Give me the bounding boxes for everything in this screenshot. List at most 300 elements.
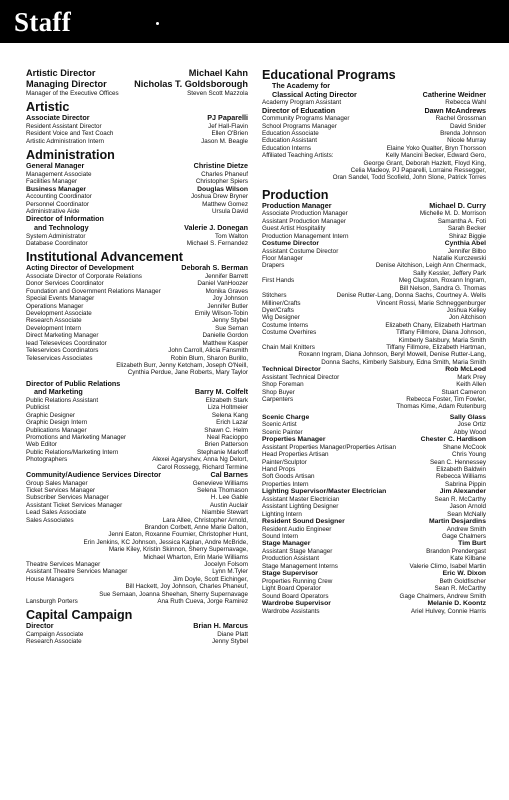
staff-name: Charles Phaneuf bbox=[201, 170, 248, 178]
staff-name: Niambie Stewart bbox=[201, 509, 248, 517]
staff-row bbox=[262, 137, 486, 144]
staff-row bbox=[26, 340, 248, 347]
staff-name: Nicholas T. Goldsborough bbox=[134, 79, 248, 89]
staff-role: First Hands bbox=[262, 277, 295, 285]
staff-role: Subscriber Services Manager bbox=[26, 494, 109, 502]
staff-role: Costume Overhires bbox=[262, 329, 317, 337]
staff-name: Jenny Stybel bbox=[211, 638, 248, 646]
staff-row bbox=[262, 322, 486, 329]
staff-row bbox=[262, 563, 486, 570]
staff-role: Community/Audience Services Director bbox=[26, 469, 162, 479]
staff-role: Director of Education bbox=[262, 105, 336, 115]
staff-name: Jose Ortiz bbox=[457, 421, 486, 429]
staff-role: Assistant Ticket Services Manager bbox=[26, 501, 123, 509]
staff-role: and Marketing bbox=[34, 387, 83, 397]
staff-row bbox=[262, 389, 486, 396]
staff-role: Research Associate bbox=[26, 638, 82, 646]
staff-role: Resident Sound Designer bbox=[262, 518, 345, 526]
staff-row bbox=[262, 152, 486, 159]
staff-role: Shop Buyer bbox=[262, 388, 295, 396]
staff-role: Operations Manager bbox=[26, 302, 84, 310]
staff-name: Chester C. Hardison bbox=[420, 436, 486, 444]
staff-role: Production Manager bbox=[262, 200, 332, 210]
staff-name: Lynn M.Tyler bbox=[212, 568, 248, 576]
staff-name: Elizabeth Stark bbox=[205, 396, 248, 404]
staff-name: Sean McNally bbox=[447, 510, 486, 518]
staff-name: Joshua Kelley bbox=[446, 306, 486, 314]
staff-role: Publications Manager bbox=[26, 426, 87, 434]
staff-role: System Administrator bbox=[26, 232, 86, 240]
staff-role: Promotions and Marketing Manager bbox=[26, 433, 127, 441]
staff-name: Jocelyn Folsom bbox=[204, 561, 248, 569]
staff-role: Acting Director of Development bbox=[26, 263, 134, 273]
staff-name: Rebecca Williams bbox=[435, 473, 486, 481]
staff-row bbox=[262, 262, 486, 269]
staff-role: Classical Acting Director bbox=[272, 89, 357, 99]
staff-row bbox=[26, 332, 248, 339]
staff-role: Special Events Manager bbox=[26, 295, 95, 303]
section-title: Institutional Advancement bbox=[26, 250, 183, 265]
staff-row bbox=[26, 598, 248, 605]
staff-heading bbox=[262, 107, 486, 116]
staff-role: Production Assistant bbox=[262, 555, 320, 563]
staff-name: Cynthia Abel bbox=[444, 240, 486, 248]
staff-role: Resident Assistant Director bbox=[26, 123, 102, 130]
staff-name: Ursula David bbox=[211, 208, 248, 216]
staff-role: Teleservices Coordinators bbox=[26, 347, 99, 355]
staff-row bbox=[262, 421, 486, 428]
staff-role: Resident Voice and Text Coach bbox=[26, 130, 114, 138]
staff-name: Sally Glass bbox=[449, 413, 486, 421]
staff-row bbox=[262, 277, 486, 284]
staff-role: Development Associate bbox=[26, 310, 92, 318]
staff-name: Sarah Becker bbox=[447, 225, 486, 233]
staff-continuation: Michael Wharton, Erin Marie Williams bbox=[143, 553, 248, 561]
staff-row bbox=[262, 473, 486, 480]
staff-role: Sound Board Operators bbox=[262, 592, 329, 600]
staff-name: Denise Rutter-Lang, Donna Sachs, Courtney A. Wells bbox=[336, 292, 486, 300]
staff-name: Michael D. Curry bbox=[429, 200, 486, 210]
staff-row bbox=[262, 314, 486, 321]
staff-row bbox=[26, 310, 248, 317]
staff-row bbox=[262, 451, 486, 458]
staff-name: Genevieve Williams bbox=[192, 479, 248, 487]
staff-role: Painter/Sculptor bbox=[262, 458, 307, 466]
staff-name: Ellen O'Brien bbox=[211, 130, 248, 138]
staff-row bbox=[262, 526, 486, 533]
staff-name: Danielle Gordon bbox=[202, 332, 248, 340]
staff-role: Facilities Manager bbox=[26, 178, 78, 186]
staff-heading bbox=[26, 68, 248, 79]
staff-name: Jef Hall-Flavin bbox=[208, 123, 248, 130]
staff-name: Matthew Gomez bbox=[202, 200, 248, 208]
staff-name: Michelle M. D. Morrison bbox=[419, 210, 486, 218]
staff-name: Sue Seman bbox=[215, 324, 248, 332]
staff-role: Scenic Painter bbox=[262, 428, 303, 436]
staff-row bbox=[26, 449, 248, 456]
staff-role: Public Relations Assistant bbox=[26, 396, 99, 404]
staff-heading bbox=[26, 388, 248, 397]
staff-role: Assistant Theatre Services Manager bbox=[26, 568, 128, 576]
staff-name: Jon Aitchison bbox=[448, 314, 486, 322]
staff-row bbox=[26, 90, 248, 97]
staff-role: Artistic Administration Intern bbox=[26, 137, 105, 145]
staff-continuation: Elizabeth Burr, Jenny Ketcham, Joseph O'Neill, bbox=[116, 361, 248, 369]
staff-role: Wardrobe Supervisor bbox=[262, 600, 331, 608]
staff-row bbox=[26, 303, 248, 310]
staff-name: Neal Racioppo bbox=[206, 433, 248, 441]
staff-row bbox=[262, 329, 486, 336]
staff-name: Matthew Kasper bbox=[202, 339, 248, 347]
staff-name: Chris Young bbox=[452, 451, 486, 459]
staff-row bbox=[26, 561, 248, 568]
staff-name: Jason M. Beagle bbox=[201, 137, 248, 145]
staff-continuation: Cynthia Perdue, Jane Roberts, Mary Taylor bbox=[127, 369, 248, 377]
staff-name: Steven Scott Mazzola bbox=[187, 90, 248, 97]
staff-name: Jenny Stybel bbox=[211, 317, 248, 325]
staff-role: Director of Information bbox=[26, 214, 104, 224]
staff-name: Brenda Johnson bbox=[440, 130, 486, 137]
staff-continuation: Bill Nelson, Sandra G. Thomas bbox=[399, 284, 486, 292]
staff-continuation: Jenni Eaton, Roxanne Fournier, Christopher Hunt, bbox=[108, 531, 248, 539]
staff-row bbox=[26, 288, 248, 295]
staff-role: Database Coordinator bbox=[26, 240, 88, 248]
staff-name: Daniel VanHoozer bbox=[197, 280, 248, 288]
staff-subheading bbox=[262, 436, 486, 444]
staff-role: Director of Public Relations bbox=[26, 378, 121, 388]
staff-role: Assistant Properties Manager/Properties Artisan bbox=[262, 443, 397, 451]
staff-name: PJ Paparelli bbox=[207, 113, 248, 123]
staff-row bbox=[262, 496, 486, 503]
staff-name: Abby Wood bbox=[453, 428, 486, 436]
staff-role: Director bbox=[26, 621, 54, 631]
staff-continuation: Marie Kiley, Kristin Skinnon, Sherry Supernavage, bbox=[108, 546, 248, 554]
staff-row bbox=[262, 555, 486, 562]
staff-subheading bbox=[262, 366, 486, 374]
staff-row bbox=[26, 325, 248, 332]
staff-row bbox=[262, 115, 486, 122]
staff-name: Austin Auclair bbox=[209, 501, 248, 509]
staff-row bbox=[26, 517, 248, 524]
staff-name: Barry M. Colfelt bbox=[194, 387, 248, 397]
staff-name: Michael S. Fernandez bbox=[186, 240, 248, 248]
staff-name: Gage Chalmers, Andrew Smith bbox=[399, 592, 486, 600]
staff-row bbox=[26, 568, 248, 575]
staff-row bbox=[26, 502, 248, 509]
staff-name: Rachel Grossman bbox=[435, 115, 486, 123]
staff-name: Natalie Kurczewski bbox=[432, 255, 486, 263]
staff-row bbox=[262, 255, 486, 262]
staff-role: Assistant Costume Director bbox=[262, 247, 339, 255]
staff-name: Stuart Cameron bbox=[441, 388, 486, 396]
staff-name: Elizabeth Chany, Elizabeth Hartman bbox=[385, 321, 486, 329]
staff-name: Sean R. McCarthy bbox=[434, 585, 486, 593]
staff-name: Sean C. Hennessey bbox=[429, 458, 486, 466]
staff-name: Andrew Smith bbox=[446, 525, 486, 533]
staff-role: Donor Services Coordinator bbox=[26, 280, 104, 288]
staff-name: Kelly Mancini Becker, Edward Gero, bbox=[385, 152, 486, 160]
staff-row bbox=[26, 280, 248, 287]
staff-role: Associate Production Manager bbox=[262, 210, 348, 218]
staff-role: Wig Designer bbox=[262, 314, 300, 322]
staff-row bbox=[262, 578, 486, 585]
staff-row bbox=[26, 487, 248, 494]
staff-row bbox=[262, 130, 486, 137]
staff-continuation: Sally Kessler, Jeffery Park bbox=[412, 269, 486, 277]
staff-row bbox=[262, 374, 486, 381]
staff-role: Business Manager bbox=[26, 185, 87, 193]
staff-name: Joshua Drew Bryner bbox=[190, 193, 248, 201]
staff-heading bbox=[26, 622, 248, 631]
staff-row bbox=[26, 404, 248, 411]
staff-row bbox=[262, 466, 486, 473]
staff-name: Liza Holtmeier bbox=[207, 404, 248, 412]
staff-row bbox=[262, 381, 486, 388]
staff-row bbox=[26, 347, 248, 354]
staff-row bbox=[262, 218, 486, 225]
staff-role: Costume Director bbox=[262, 240, 320, 248]
staff-name: Stephanie Markoff bbox=[197, 448, 248, 456]
staff-name: Eric W. Dixon bbox=[442, 570, 486, 578]
staff-role: Stitchers bbox=[262, 292, 287, 300]
staff-role: Managing Director bbox=[26, 79, 107, 89]
staff-name: Cal Barnes bbox=[210, 469, 248, 479]
staff-row bbox=[26, 419, 248, 426]
staff-role: Graphic Designer bbox=[26, 411, 75, 419]
staff-heading bbox=[26, 471, 248, 480]
staff-row bbox=[262, 225, 486, 232]
staff-row bbox=[262, 585, 486, 592]
staff-row bbox=[262, 481, 486, 488]
staff-row bbox=[26, 480, 248, 487]
staff-row bbox=[262, 593, 486, 600]
staff-name: Selena Thomason bbox=[197, 486, 248, 494]
staff-continuation: Carol Rossegg, Richard Termine bbox=[157, 463, 248, 471]
staff-row bbox=[262, 533, 486, 540]
left-column bbox=[26, 68, 248, 646]
staff-name: Sean R. McCarthy bbox=[434, 495, 486, 503]
staff-row bbox=[26, 509, 248, 516]
staff-name: Lara Allee, Christopher Arnold, bbox=[162, 516, 248, 524]
staff-name: Mark Prey bbox=[457, 373, 486, 381]
staff-role: Floor Manager bbox=[262, 255, 303, 263]
staff-heading bbox=[26, 79, 248, 90]
staff-role: Light Board Operator bbox=[262, 585, 321, 593]
staff-name: Ariel Hulvey, Connie Harris bbox=[410, 607, 486, 615]
staff-role: Accounting Coordinator bbox=[26, 193, 92, 201]
staff-role: Properties Manager bbox=[262, 436, 326, 444]
staff-row bbox=[26, 456, 248, 463]
staff-role: The Academy for bbox=[272, 81, 331, 90]
staff-row bbox=[26, 317, 248, 324]
staff-name: Shiraz Biggie bbox=[448, 232, 486, 240]
staff-continuation: Celia Madeoy, PJ Paparelli, Lorraine Ressegger, bbox=[350, 167, 486, 175]
staff-subheading bbox=[262, 488, 486, 496]
staff-name: Jennifer Bilbo bbox=[447, 247, 486, 255]
staff-name: Denise Aitchison, Leigh Ann Chermack, bbox=[375, 262, 486, 270]
staff-name: H. Lee Gable bbox=[210, 494, 248, 502]
staff-role: Assistant Stage Manager bbox=[262, 548, 333, 556]
staff-role: Academy Program Assistant bbox=[262, 99, 342, 107]
staff-row bbox=[26, 240, 248, 247]
staff-role: Direct Marketing Manager bbox=[26, 332, 99, 340]
section-title: Capital Campaign bbox=[26, 608, 133, 623]
staff-role: School Programs Manager bbox=[262, 122, 337, 130]
staff-role: Education Assistant bbox=[262, 137, 317, 145]
staff-role: Campaign Associate bbox=[26, 631, 84, 639]
staff-role: Associate Director bbox=[26, 113, 90, 123]
staff-role: Personnel Coordinator bbox=[26, 200, 90, 208]
staff-row bbox=[262, 248, 486, 255]
banner-dot bbox=[156, 22, 159, 25]
staff-continuation: Bill Hackett, Joy Johnson, Charles Phaneuf, bbox=[125, 583, 248, 591]
staff-name: Dawn McAndrews bbox=[424, 105, 486, 115]
staff-row bbox=[26, 441, 248, 448]
staff-row bbox=[262, 444, 486, 451]
staff-name: Alexei Agaryshev, Anna Ng Delort, bbox=[152, 456, 248, 464]
staff-row bbox=[26, 178, 248, 185]
staff-name: Brian H. Marcus bbox=[193, 621, 248, 631]
staff-continuation: Donna Sachs, Kimberly Salsbury, Edna Smith, Maria Smith bbox=[321, 358, 486, 366]
staff-name: Tiffany Fillmore, Elizabeth Hartman, bbox=[386, 343, 486, 351]
staff-row bbox=[262, 429, 486, 436]
staff-name: Selena Kang bbox=[211, 411, 248, 419]
staff-role: Properties Running Crew bbox=[262, 577, 333, 585]
staff-role: Research Associate bbox=[26, 317, 82, 325]
staff-role: Stage Supervisor bbox=[262, 570, 318, 578]
staff-name: Joy Johnson bbox=[212, 295, 248, 303]
staff-name: Rebecca Foster, Tim Fowler, bbox=[406, 395, 486, 403]
staff-name: Vincent Rossi, Marie Schneggenburger bbox=[376, 299, 486, 307]
staff-role: Lansburgh Porters bbox=[26, 598, 78, 606]
staff-role: Sales Associates bbox=[26, 516, 74, 524]
staff-role: Graphic Design Intern bbox=[26, 419, 88, 427]
staff-role: Drapers bbox=[262, 262, 285, 270]
staff-role: Soft Goods Artisan bbox=[262, 473, 315, 481]
staff-role: Chain Mail Knitters bbox=[262, 343, 315, 351]
staff-role: Stage Management Interns bbox=[262, 562, 338, 570]
staff-row bbox=[262, 511, 486, 518]
staff-subheading bbox=[26, 186, 248, 194]
staff-row bbox=[26, 201, 248, 208]
staff-continuation: Kimberly Salsbury, Maria Smith bbox=[398, 336, 486, 344]
staff-row bbox=[26, 130, 248, 137]
staff-name: Valerie J. Donegan bbox=[184, 223, 248, 233]
staff-role: Group Sales Manager bbox=[26, 479, 88, 487]
staff-name: Kate Kilbane bbox=[450, 555, 486, 563]
staff-row bbox=[26, 638, 248, 645]
staff-role: Hand Props bbox=[262, 466, 296, 473]
staff-name: Samantha A. Foti bbox=[437, 217, 486, 225]
staff-role: Sound Intern bbox=[262, 533, 299, 541]
staff-row bbox=[262, 292, 486, 299]
staff-row bbox=[262, 123, 486, 130]
staff-subheading bbox=[262, 540, 486, 548]
staff-row bbox=[262, 459, 486, 466]
staff-heading bbox=[262, 91, 486, 100]
staff-name: Sabrina Pippin bbox=[445, 480, 486, 488]
staff-role: Assistant Production Manager bbox=[262, 217, 347, 225]
staff-role: House Managers bbox=[26, 575, 74, 583]
staff-role: Development Intern bbox=[26, 324, 81, 332]
staff-subheading bbox=[262, 570, 486, 578]
staff-row bbox=[262, 503, 486, 510]
staff-name: Jennifer Barrett bbox=[204, 273, 248, 281]
staff-name: Beth Goldfischer bbox=[439, 577, 486, 585]
staff-subheading bbox=[262, 518, 486, 526]
staff-role: Lighting Supervisor/Master Electrician bbox=[262, 488, 387, 496]
staff-role: General Manager bbox=[26, 161, 85, 171]
staff-name: Elaine Yoko Qualter, Bryn Thorsson bbox=[386, 144, 486, 152]
staff-name: Jim Doyle, Scott Eichinger, bbox=[173, 575, 248, 583]
staff-role: Theatre Services Manager bbox=[26, 561, 101, 569]
staff-subheading bbox=[262, 240, 486, 248]
staff-name: Valerie Climo, Isabel Martin bbox=[409, 562, 486, 570]
staff-role: Carpenters bbox=[262, 395, 294, 403]
staff-name: Jennifer Butler bbox=[207, 302, 248, 310]
staff-continuation: Thomas Kime, Adam Rutenburg bbox=[396, 403, 486, 411]
staff-row bbox=[26, 123, 248, 130]
staff-name: Douglas Wilson bbox=[197, 185, 248, 193]
staff-row bbox=[262, 396, 486, 403]
staff-name: Erich Lazar bbox=[216, 419, 248, 427]
staff-continuation: Roxann Ingram, Diana Johnson, Beryl Mowell, Denise Rutter-Lang, bbox=[298, 351, 486, 359]
staff-role: Dyer/Crafts bbox=[262, 306, 294, 314]
staff-role: Management Associate bbox=[26, 170, 92, 178]
staff-row bbox=[26, 494, 248, 501]
staff-role: Stage Manager bbox=[262, 540, 311, 548]
staff-role: Artistic Director bbox=[26, 68, 96, 78]
staff-name: Jim Alexander bbox=[439, 488, 486, 496]
staff-name: Shawn C. Helm bbox=[204, 426, 248, 434]
staff-row bbox=[26, 273, 248, 280]
staff-name: Tom Walton bbox=[214, 232, 248, 240]
staff-row bbox=[262, 608, 486, 615]
staff-role: Public Relations/Marketing Intern bbox=[26, 448, 119, 456]
staff-name: Keith Allen bbox=[456, 381, 486, 389]
staff-row bbox=[26, 233, 248, 240]
staff-row bbox=[26, 355, 248, 362]
staff-role: Photographers bbox=[26, 456, 68, 464]
staff-name: Shane McCook bbox=[442, 443, 486, 451]
staff-role: Education Associate bbox=[262, 130, 319, 137]
staff-row bbox=[262, 233, 486, 240]
section-title: Artistic bbox=[26, 100, 70, 115]
staff-banner bbox=[0, 0, 509, 43]
staff-role: Education Interns bbox=[262, 144, 312, 152]
staff-name: Catherine Weidner bbox=[422, 89, 486, 99]
staff-role: Guest Artist Hospitality bbox=[262, 225, 326, 233]
staff-name: Brien Patterson bbox=[204, 441, 248, 449]
staff-row bbox=[26, 138, 248, 145]
staff-heading bbox=[262, 202, 486, 211]
staff-role: Shop Foreman bbox=[262, 381, 304, 389]
staff-name: Tiffany Fillmore, Diana Johnson, bbox=[396, 329, 486, 337]
staff-continuation: Oran Sandel, Todd Scofield, John Slone, Patrick Torres bbox=[332, 174, 486, 182]
staff-name: Rebecca Wahl bbox=[445, 99, 486, 107]
staff-role: Teleservices Associates bbox=[26, 354, 93, 362]
staff-continuation: Sue Semaan, Joanna Sheehan, Sherry Supernavage bbox=[99, 590, 248, 598]
staff-role: Ticket Services Manager bbox=[26, 486, 96, 494]
staff-name: Rob McLeod bbox=[445, 366, 486, 374]
staff-continuation: George Grant, Deborah Hazlett, Floyd King, bbox=[363, 159, 486, 167]
staff-role: Wardrobe Assistants bbox=[262, 607, 320, 615]
staff-role: Community Programs Manager bbox=[262, 115, 350, 123]
staff-name: Jason Arnold bbox=[449, 503, 486, 511]
staff-role: lead Telesevices Coordinator bbox=[26, 339, 107, 347]
staff-role: Publicist bbox=[26, 404, 50, 412]
staff-name: Christopher Spiers bbox=[195, 178, 248, 186]
